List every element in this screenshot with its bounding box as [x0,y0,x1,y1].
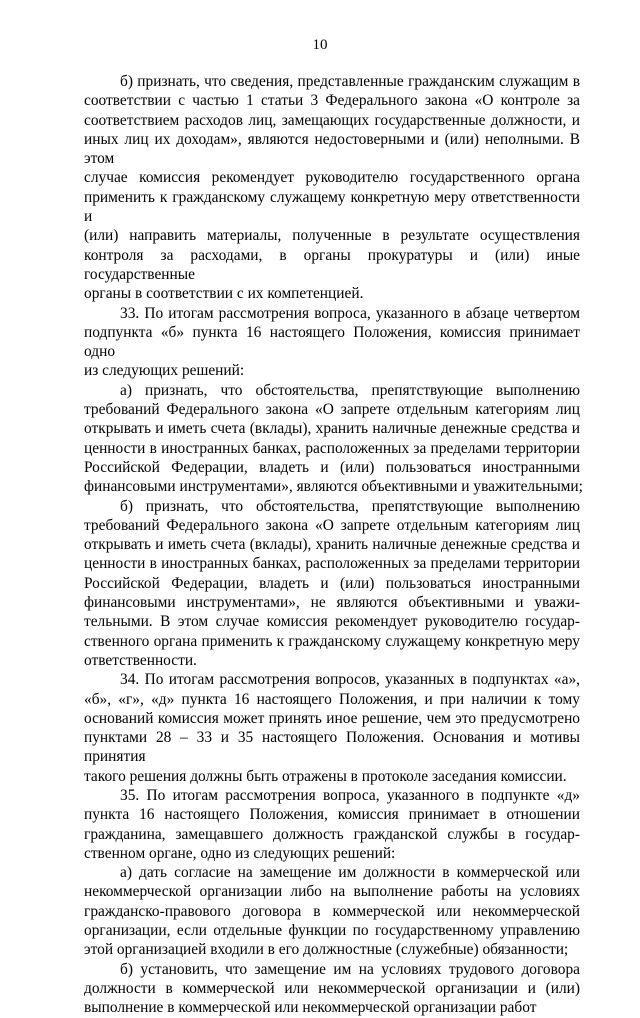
text-line: ценности в иностранных банках, расположенных за пределами территории [84,439,580,457]
text-line: финансовыми инструментами», являются объективными и уважительными; [84,478,583,496]
paragraph [84,497,580,671]
text-line: пунктами 28 – 33 и 35 настоящего Положения. Основания и мотивы принятия [84,729,580,766]
text-line: такого решения должны быть отражены в протоколе заседания комиссии. [84,767,567,785]
text-line: гражданина, замещавшего должность гражданской службы в государ- [84,825,580,843]
text-line: подпункта «б» пункта 16 настоящего Положения, комиссия принимает одно [84,323,580,361]
text-line: соответствием расходов лиц, замещающих государственные должности, и [84,111,580,129]
text-line: финансовыми инструментами», не являются объективными и уважи- [84,594,580,612]
text-line: случае комиссия рекомендует руководителю государственного органа [84,169,580,187]
text-line: выполнение в коммерческой или некоммерческой организации работ [84,999,537,1017]
text-line: тельными. В этом случае комиссия рекомендует руководителю государ- [84,613,580,631]
text-line: из следующих решений: [84,362,245,380]
text-line: этой организацией входили в его должностные (служебные) обязанности; [84,941,569,959]
text-line: а) дать согласие на замещение им должности в коммерческой или [120,864,580,882]
text-line: Российской Федерации, владеть и (или) пользоваться иностранными [84,574,580,592]
text-line: соответствии с частью 1 статьи 3 Федерального закона «О контроле за [84,92,580,110]
text-line: 35. По итогам рассмотрения вопроса, указанного в подпункте «д» [120,786,580,804]
text-line: б) установить, что замещение им на условиях трудового договора [120,960,580,978]
text-line: «б», «г», «д» пункта 16 настоящего Положения, и при наличии к тому [84,690,580,708]
text-line: ственного органа применить к гражданскому служащему конкретную меру [84,632,580,650]
text-line: требований Федерального закона «О запрете отдельным категориям лиц [84,401,580,419]
document-body [84,72,583,1018]
text-line: Российской Федерации, владеть и (или) пользоваться иностранными [84,458,580,476]
text-line: пункта 16 настоящего Положения, комиссия принимает в отношении [84,806,580,824]
paragraph [84,72,580,304]
text-line: (или) направить материалы, полученные в результате осуществления [84,227,580,245]
text-line: контроля за расходами, в органы прокуратуры и (или) иные государственные [84,246,580,283]
text-line: иных лиц их доходам», являются недостоверными и (или) неполными. В этом [84,130,580,168]
text-line: ценности в иностранных банках, расположенных за пределами территории [84,555,580,573]
text-line: требований Федерального закона «О запрете отдельным категориям лиц [84,516,580,534]
page-number: 10 [312,37,328,53]
text-line: применить к гражданскому служащему конкретную меру ответственности и [84,188,580,226]
text-line: а) признать, что обстоятельства, препятствующие выполнению [120,381,580,399]
paragraph [84,381,583,497]
text-line: гражданско-правового договора в коммерческой или некоммерческой [84,902,580,920]
text-line: б) признать, что обстоятельства, препятствующие выполнению [120,497,580,515]
text-line: ственном органе, одно из следующих решений: [84,844,396,862]
paragraph [84,863,580,959]
paragraph [84,786,580,863]
text-line: ответственности. [84,651,197,669]
text-line: органы в соответствии с их компетенцией. [84,285,364,303]
text-line: открывать и иметь счета (вклады), хранить наличные денежные средства и [84,536,580,554]
paragraph [84,960,580,1018]
text-line: должности в коммерческой или некоммерческой организации и (или) [84,979,580,997]
text-line: открывать и иметь счета (вклады), хранить наличные денежные средства и [84,420,580,438]
paragraph [84,304,580,381]
text-line: некоммерческой организации либо на выполнение работы на условиях [84,883,580,901]
text-line: 33. По итогам рассмотрения вопроса, указанного в абзаце четвертом [120,304,580,322]
text-line: б) признать, что сведения, представленные гражданским служащим в [120,73,580,90]
text-line: оснований комиссия может принять иное решение, чем это предусмотрено [84,709,580,727]
paragraph [84,670,580,786]
text-line: 34. По итогам рассмотрения вопросов, указанных в подпунктах «а», [120,671,580,689]
text-line: организации, если отдельные функции по государственному управлению [84,922,580,940]
